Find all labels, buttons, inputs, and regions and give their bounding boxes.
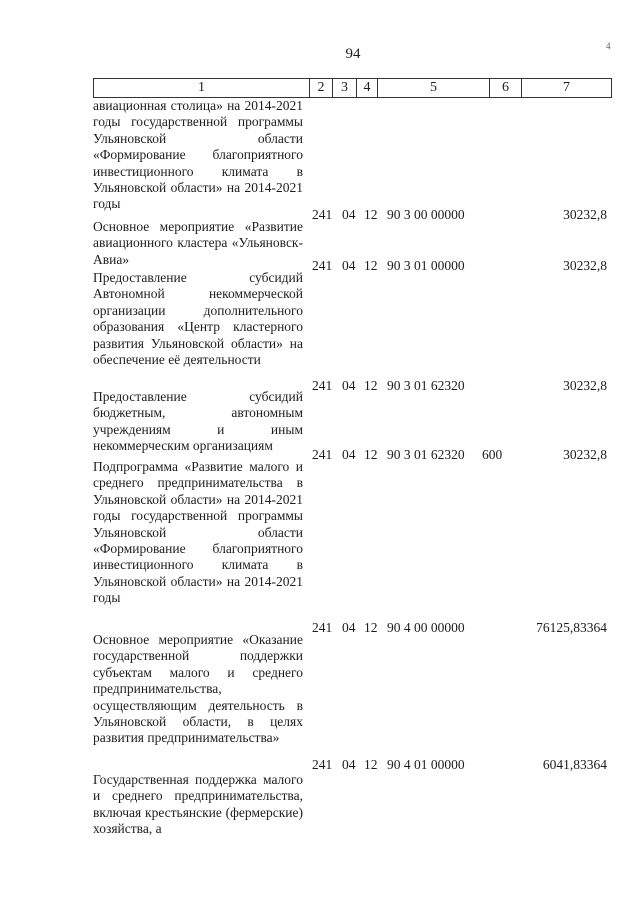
header-col-6: 6 [490,79,522,97]
row-name: Предоставление субсидий Автономной некоммерческой организации дополнительного образования «Центр кластерного развития Ульяновской области» на обеспечение её деятельности [93,270,303,368]
row-name: авиационная столица» на 2014-2021 годы государственной программы Ульяновской области «Формирование благоприятного инвестиционного климата в Ульяновской области» на 2014-2021 годы [93,98,303,212]
row-sum: 30232,8 [563,378,607,393]
table-header [93,78,612,98]
page-number: 94 [345,46,361,62]
header-col-7: 7 [563,80,570,95]
row-code-5: 90 3 01 62320 [387,447,465,462]
header-col-3: 3 [333,79,357,97]
row-code-3: 04 [342,207,356,222]
row-code-2: 241 [312,620,333,635]
row-code-4: 12 [364,378,378,393]
row-name: Основное мероприятие «Развитие авиационного кластера «Ульяновск-Авиа» [93,219,303,267]
row-code-2: 241 [312,378,333,393]
row-code-5: 90 4 01 00000 [387,757,465,772]
row-sum: 76125,83364 [536,620,607,635]
row-code-4: 12 [364,447,378,462]
row-code-3: 04 [342,378,356,393]
row-code-3: 04 [342,757,356,772]
row-code-2: 241 [312,207,333,222]
row-sum: 30232,8 [563,207,607,222]
row-code-5: 90 3 01 00000 [387,258,465,273]
row-code-4: 12 [364,207,378,222]
header-col-2: 2 [310,79,333,97]
row-code-5: 90 3 01 62320 [387,378,465,393]
row-code-4: 12 [364,757,378,772]
row-code-4: 12 [364,258,378,273]
header-col-4: 4 [357,79,378,97]
row-name: Предоставление субсидий бюджетным, автономным учреждениям и иным некоммерческим организациям [93,389,303,454]
row-code-6: 600 [482,447,503,462]
row-code-3: 04 [342,447,356,462]
row-code-2: 241 [312,757,333,772]
row-code-3: 04 [342,258,356,273]
header-col-1: 1 [94,79,310,97]
row-name: Государственная поддержка малого и среднего предпринимательства, включая крестьянские (фермерские) хозяйства, а [93,772,303,837]
row-code-3: 04 [342,620,356,635]
row-code-2: 241 [312,258,333,273]
row-sum: 30232,8 [563,258,607,273]
row-code-5: 90 3 00 00000 [387,207,465,222]
row-name: Подпрограмма «Развитие малого и среднего предпринимательства в Ульяновской области» на 2014-2021 годы государственной программы Ульяновской области «Формирование благоприятного инвестиционного климата в Ульяновской области» на 2014-2021 годы [93,459,303,606]
row-sum: 30232,8 [563,447,607,462]
row-code-5: 90 4 00 00000 [387,620,465,635]
corner-mark: 4 [606,41,611,51]
row-code-4: 12 [364,620,378,635]
row-name: Основное мероприятие «Оказание государственной поддержки субъектам малого и среднего предпринимательства, осуществляющим деятельность в Ульяновской области, в целях развития предпринимательства» [93,632,303,746]
row-sum: 6041,83364 [542,757,607,772]
row-code-2: 241 [312,447,333,462]
header-col-5: 5 [378,79,490,97]
